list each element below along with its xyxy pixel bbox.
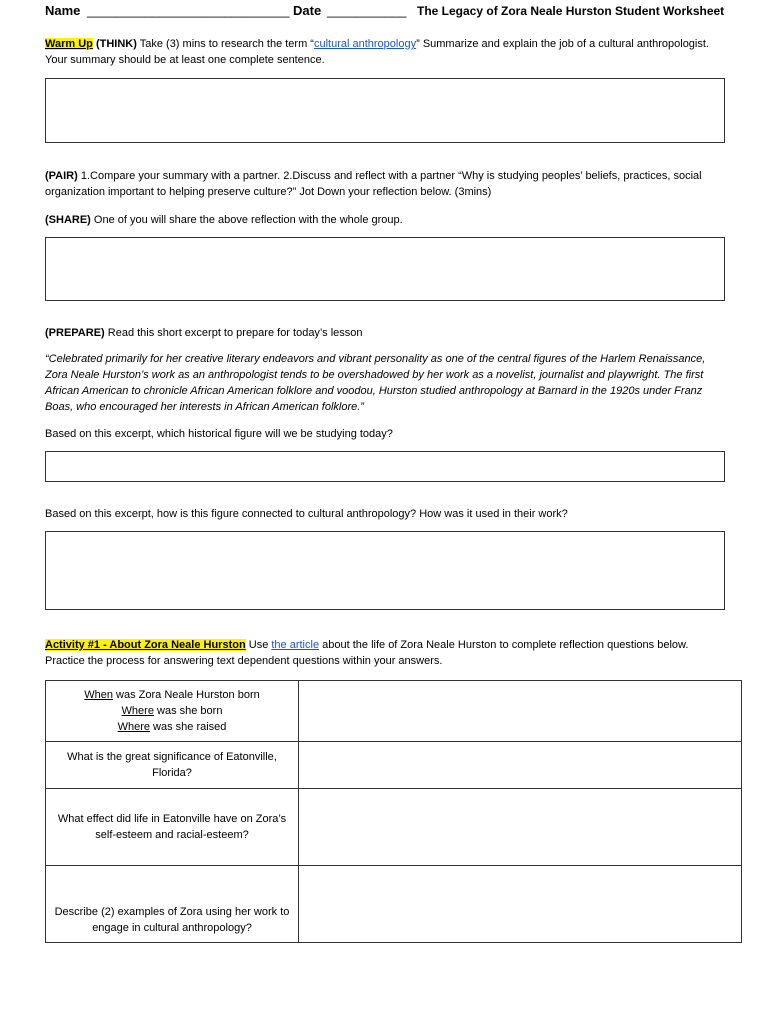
activity-text-before: Use [248, 639, 269, 651]
activity-text-after: about the life of Zora Neale Hurston to complete reflection questions below. Practice the process for answering text dependent questions within your answers. [45, 639, 689, 667]
answer-cell[interactable] [299, 789, 742, 866]
table-row [46, 866, 742, 943]
activity-instructions [45, 637, 725, 669]
article-link[interactable]: the article [271, 639, 320, 651]
pair-text: 1.Compare your summary with a partner. 2.Discuss and reflect with a partner “Why is studying peoples’ beliefs, practices, social organization important to helping preserve culture?” Jot Down your reflection below. (3mins) [45, 170, 702, 198]
activity-table [45, 680, 742, 943]
question-cell: Describe (2) examples of Zora using her work to engage in cultural anthropology? [46, 866, 299, 943]
name-label: Name [45, 3, 81, 18]
pair-tag: (PAIR) [45, 170, 78, 182]
prepare-text: Read this short excerpt to prepare for today’s lesson [107, 327, 363, 339]
share-instructions [45, 212, 715, 228]
date-label: Date [293, 3, 322, 18]
reflection-answer-box[interactable] [45, 237, 725, 301]
when-text: was Zora Neale Hurston born [113, 689, 260, 701]
table-row [46, 789, 742, 866]
question-anthropology-connection: Based on this excerpt, how is this figure connected to cultural anthropology? How was it used in their work? [45, 508, 568, 520]
prepare-instructions [45, 325, 715, 341]
worksheet-header [45, 3, 735, 21]
warmup-instructions [45, 36, 715, 68]
where-raised-text: was she raised [149, 721, 227, 733]
where-born-word: Where [121, 705, 154, 717]
table-row [46, 742, 742, 789]
warmup-text-before: Take (3) mins to research the term “ [139, 38, 314, 50]
question-historical-figure: Based on this excerpt, which historical figure will we be studying today? [45, 428, 393, 440]
where-born-text: was she born [153, 705, 223, 717]
warmup-text-after: ” Summarize and explain the job of a cultural anthropologist. Your summary should be at least one complete sentence. [45, 38, 709, 66]
activity-tag: Activity #1 - About Zora Neale Hurston [45, 639, 246, 651]
answer-cell[interactable] [299, 866, 742, 943]
warmup-tag: Warm Up [45, 38, 93, 50]
cultural-anthropology-link[interactable]: cultural anthropology [313, 38, 417, 50]
answer-cell[interactable] [299, 681, 742, 742]
prepare-tag: (PREPARE) [45, 327, 105, 339]
think-tag: (THINK) [95, 38, 137, 50]
question-cell: What effect did life in Eatonville have on Zora’s self-esteem and racial-esteem? [46, 789, 299, 866]
answer-cell[interactable] [299, 742, 742, 789]
excerpt-quote: “Celebrated primarily for her creative literary endeavors and vibrant personality as one of the central figures of the Harlem Renaissance, Zora Neale Hurston’s work as an anthropologist tends to be overshadowed by her work as a novelist, journalist and playwright. The first African American to chronicle African American folklore and voodou, Hurston studied anthropology at Barnard in the 1920s under Franz Boas, who encouraged her interests in African American folklore.” [45, 353, 706, 413]
share-tag: (SHARE) [45, 214, 91, 226]
name-blank[interactable]: ____________________________ [87, 3, 290, 18]
when-word: When [84, 689, 113, 701]
pair-instructions [45, 168, 715, 200]
table-row [46, 681, 742, 742]
question-cell: What is the great significance of Eatonville, Florida? [46, 742, 299, 789]
date-blank[interactable]: ___________ [327, 3, 407, 18]
worksheet-title: The Legacy of Zora Neale Hurston Student Worksheet [417, 4, 725, 18]
historical-figure-answer-box[interactable] [45, 451, 725, 482]
where-raised-word: Where [117, 721, 150, 733]
question-cell [46, 681, 299, 742]
warmup-answer-box[interactable] [45, 78, 725, 143]
share-text: One of you will share the above reflection with the whole group. [93, 214, 403, 226]
anthropology-connection-answer-box[interactable] [45, 531, 725, 610]
